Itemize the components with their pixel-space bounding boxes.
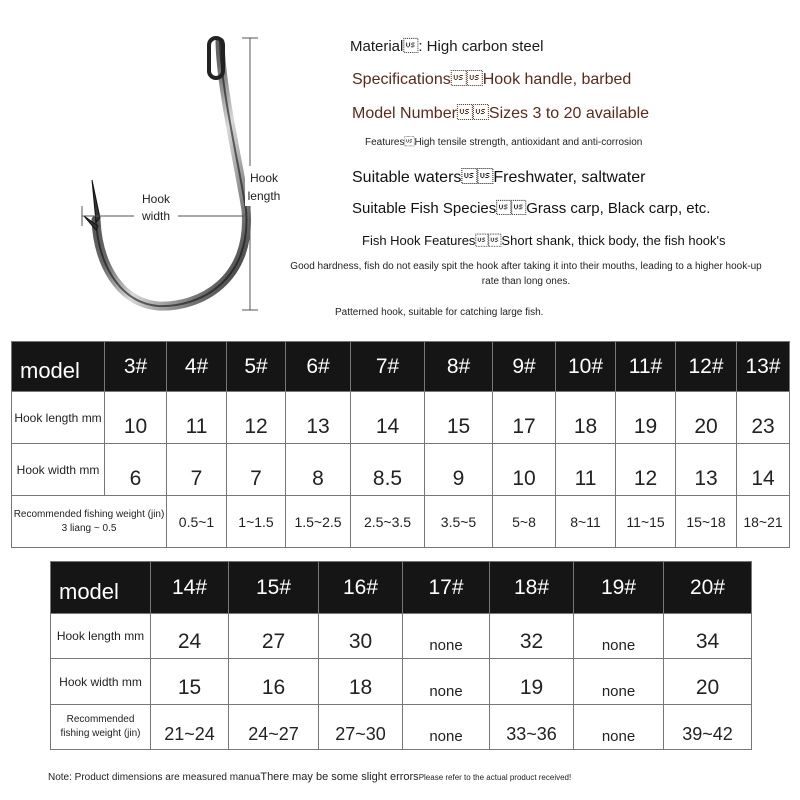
width-cell: 12 — [616, 444, 676, 496]
table-row — [12, 444, 790, 496]
weight-cell: 33~36 — [490, 705, 574, 750]
width-cell: 14 — [737, 444, 790, 496]
width-cell: 20 — [664, 659, 752, 705]
model-header: model — [12, 342, 105, 392]
length-cell: 24 — [151, 614, 229, 659]
size-table-1 — [11, 341, 790, 548]
length-cell: 10 — [105, 392, 167, 444]
length-cell: 11 — [167, 392, 227, 444]
weight-cell: 27~30 — [319, 705, 403, 750]
table-row — [12, 342, 790, 392]
hook-width-row-label: Hook width mm — [51, 659, 151, 705]
footer-note-b: There may be some slight errors — [260, 771, 419, 783]
spec-hook-features: Fish Hook Features Short shank, thick body, the fish hook's — [362, 233, 726, 248]
weight-cell: 3.5~5 — [425, 496, 493, 548]
table-row — [12, 496, 790, 548]
length-cell: 20 — [676, 392, 737, 444]
spec-specifications: Specifications Hook handle, barbed — [352, 71, 632, 88]
recommended-weight-row-label: Recommended fishing weight (jin) — [51, 705, 151, 750]
width-cell: 19 — [490, 659, 574, 705]
weight-cell: 24~27 — [229, 705, 319, 750]
width-cell: 18 — [319, 659, 403, 705]
length-cell: 14 — [351, 392, 425, 444]
model-cell: 4# — [167, 342, 227, 392]
hook-width-label-1: Hook — [141, 192, 171, 206]
model-cell: 13# — [737, 342, 790, 392]
model-cell: 16# — [319, 562, 403, 614]
weight-cell: 1.5~2.5 — [286, 496, 351, 548]
weight-cell: 5~8 — [493, 496, 556, 548]
table-row — [51, 562, 752, 614]
length-cell: 32 — [490, 614, 574, 659]
hook-length-row-label: Hook length mm — [51, 614, 151, 659]
model-cell: 3# — [105, 342, 167, 392]
model-cell: 9# — [493, 342, 556, 392]
length-cell: none — [403, 614, 490, 659]
width-cell: none — [574, 659, 664, 705]
weight-cell: 21~24 — [151, 705, 229, 750]
width-cell: 6 — [105, 444, 167, 496]
hook-length-label-2: length — [247, 189, 281, 203]
length-cell: 13 — [286, 392, 351, 444]
model-cell: 20# — [664, 562, 752, 614]
width-cell: 15 — [151, 659, 229, 705]
weight-cell: 11~15 — [616, 496, 676, 548]
hook-width-row-label: Hook width mm — [12, 444, 105, 496]
model-cell: 15# — [229, 562, 319, 614]
weight-cell: 39~42 — [664, 705, 752, 750]
table-row — [51, 614, 752, 659]
model-cell: 12# — [676, 342, 737, 392]
footer-note-c: Please refer to the actual product received! — [418, 773, 572, 782]
length-cell: 18 — [556, 392, 616, 444]
table-row — [12, 392, 790, 444]
length-cell: 34 — [664, 614, 752, 659]
model-cell: 7# — [351, 342, 425, 392]
size-table-2 — [50, 561, 752, 750]
weight-cell: 0.5~1 — [167, 496, 227, 548]
width-cell: none — [403, 659, 490, 705]
spec-material: Material : High carbon steel — [350, 38, 544, 55]
model-header: model — [51, 562, 151, 614]
model-cell: 6# — [286, 342, 351, 392]
footer-note-a: Note: Product dimensions are measured manua — [48, 772, 261, 783]
spec-model-number: Model Number Sizes 3 to 20 available — [352, 105, 650, 122]
weight-cell: none — [574, 705, 664, 750]
spec-suitable-species: Suitable Fish Species Grass carp, Black carp, etc. — [352, 200, 711, 217]
description-text: Good hardness, fish do not easily spit the hook after taking it into their mouths, leading to a higher hook-up rate than long ones. — [290, 261, 762, 287]
model-cell: 19# — [574, 562, 664, 614]
weight-cell: 18~21 — [737, 496, 790, 548]
weight-cell: none — [403, 705, 490, 750]
model-cell: 17# — [403, 562, 490, 614]
width-cell: 7 — [167, 444, 227, 496]
width-cell: 10 — [493, 444, 556, 496]
spec-features: Features High tensile strength, antioxidant and anti-corrosion — [365, 137, 643, 148]
footer-note — [48, 771, 571, 783]
width-cell: 7 — [227, 444, 286, 496]
length-cell: 15 — [425, 392, 493, 444]
model-cell: 18# — [490, 562, 574, 614]
width-cell: 8 — [286, 444, 351, 496]
hook-length-row-label: Hook length mm — [12, 392, 105, 444]
table-row — [51, 659, 752, 705]
spec-suitable-waters: Suitable waters Freshwater, saltwater — [352, 169, 646, 186]
description-text-2: Patterned hook, suitable for catching large fish. — [335, 307, 544, 318]
length-cell: none — [574, 614, 664, 659]
model-cell: 10# — [556, 342, 616, 392]
model-cell: 14# — [151, 562, 229, 614]
model-cell: 5# — [227, 342, 286, 392]
length-cell: 23 — [737, 392, 790, 444]
width-cell: 8.5 — [351, 444, 425, 496]
weight-cell: 2.5~3.5 — [351, 496, 425, 548]
weight-cell: 1~1.5 — [227, 496, 286, 548]
model-cell: 11# — [616, 342, 676, 392]
recommended-weight-row-label: Recommended fishing weight (jin) 3 liang ~ 0.5 — [12, 496, 167, 548]
hook-width-label-2: width — [141, 209, 171, 223]
hook-length-label-1: Hook — [249, 171, 279, 185]
length-cell: 27 — [229, 614, 319, 659]
table-row — [51, 705, 752, 750]
length-cell: 12 — [227, 392, 286, 444]
model-cell: 8# — [425, 342, 493, 392]
weight-cell: 8~11 — [556, 496, 616, 548]
fish-hook-illustration — [70, 30, 300, 320]
length-cell: 19 — [616, 392, 676, 444]
length-cell: 30 — [319, 614, 403, 659]
width-cell: 11 — [556, 444, 616, 496]
width-cell: 16 — [229, 659, 319, 705]
width-cell: 9 — [425, 444, 493, 496]
length-cell: 17 — [493, 392, 556, 444]
weight-cell: 15~18 — [676, 496, 737, 548]
width-cell: 13 — [676, 444, 737, 496]
